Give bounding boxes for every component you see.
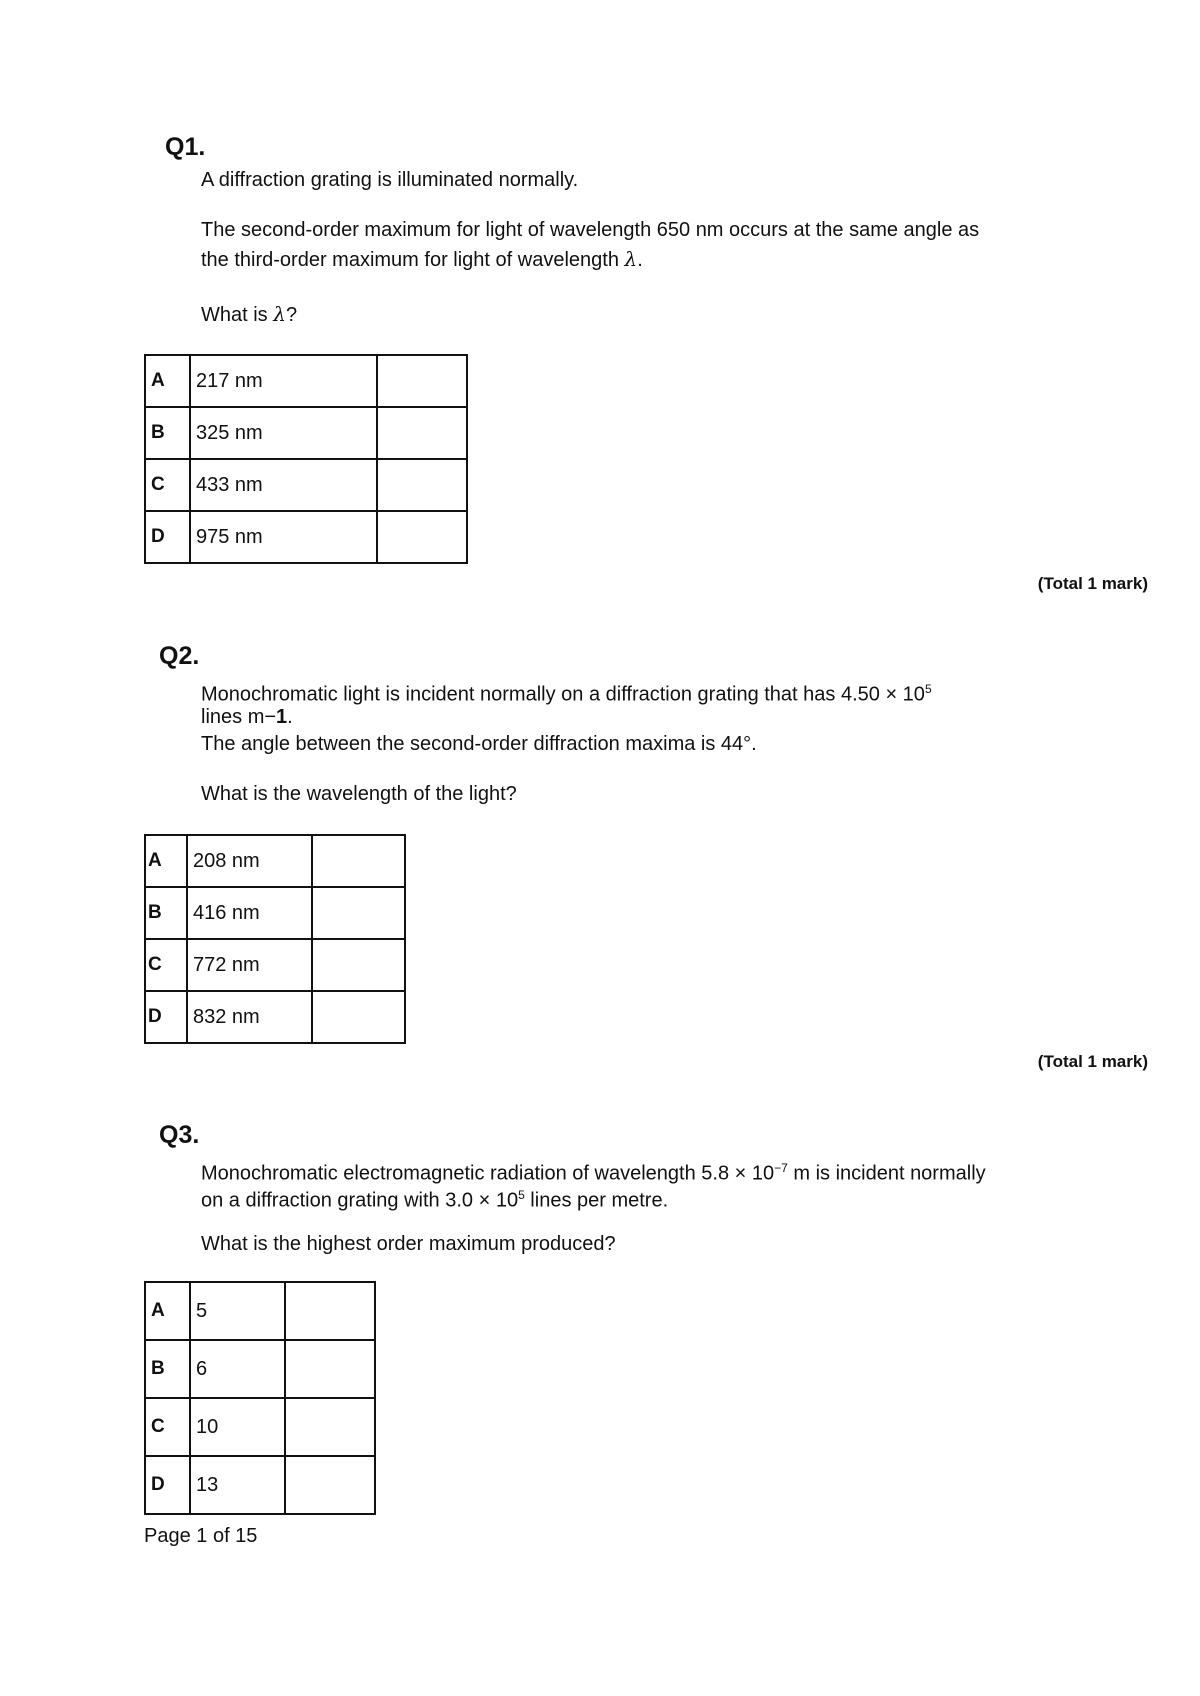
question-number: Q1. [165, 133, 206, 161]
answer-box[interactable] [312, 991, 405, 1043]
option-value: 13 [190, 1456, 285, 1514]
option-key: B [145, 1340, 190, 1398]
answer-box[interactable] [377, 459, 467, 511]
option-key: D [145, 991, 187, 1043]
option-value: 10 [190, 1398, 285, 1456]
option-row [145, 991, 405, 1043]
answer-box[interactable] [312, 887, 405, 939]
text-run: on a diffraction grating with 3.0 × 10 [201, 1189, 519, 1212]
answer-box[interactable] [312, 939, 405, 991]
option-row [145, 355, 467, 407]
answer-box[interactable] [285, 1282, 375, 1340]
answer-box[interactable] [377, 355, 467, 407]
option-row [145, 1456, 375, 1514]
exponent: 5 [924, 682, 932, 696]
option-row [145, 407, 467, 459]
total-mark: (Total 1 mark) [1037, 1052, 1148, 1071]
text-run: ? [285, 304, 298, 326]
option-key: B [145, 887, 187, 939]
minus-sign: − [264, 706, 277, 728]
option-key: A [145, 355, 190, 407]
text-run: . [287, 706, 293, 728]
option-row [145, 459, 467, 511]
exponent: 5 [518, 1188, 525, 1202]
text-run: m is incident normally [787, 1162, 986, 1185]
option-key: C [145, 459, 190, 511]
option-row [145, 939, 405, 991]
question-text [201, 1182, 668, 1215]
option-row [145, 511, 467, 563]
option-value: 208 nm [187, 835, 312, 887]
option-key: B [145, 407, 190, 459]
question-prompt: What is the highest order maximum produced? [201, 1233, 616, 1255]
option-value: 5 [190, 1282, 285, 1340]
question-number: Q2. [159, 642, 200, 670]
total-mark: (Total 1 mark) [1037, 574, 1148, 593]
text-run: the third-order maximum for light of wavelength [201, 249, 625, 271]
option-row [145, 835, 405, 887]
answer-box[interactable] [285, 1398, 375, 1456]
question-prompt: What is the wavelength of the light? [201, 783, 517, 805]
answer-options-table [144, 354, 468, 564]
text-run: What is [201, 304, 274, 326]
option-key: D [145, 511, 190, 563]
question-text [201, 676, 932, 709]
option-key: C [145, 939, 187, 991]
exponent: −7 [774, 1161, 788, 1175]
question-text [201, 704, 293, 731]
answer-box[interactable] [377, 511, 467, 563]
option-key: D [145, 1456, 190, 1514]
question-text: The angle between the second-order diffraction maxima is 44°. [201, 733, 757, 755]
question-prompt [201, 301, 297, 329]
option-value: 772 nm [187, 939, 312, 991]
question-text: The second-order maximum for light of wavelength 650 nm occurs at the same angle as [201, 219, 980, 241]
answer-box[interactable] [377, 407, 467, 459]
option-value: 416 nm [187, 887, 312, 939]
question-number: Q3. [159, 1121, 200, 1149]
option-value: 832 nm [187, 991, 312, 1043]
text-run: . [637, 249, 643, 271]
option-row [145, 1340, 375, 1398]
answer-box[interactable] [285, 1456, 375, 1514]
page-footer: Page 1 of 15 [144, 1525, 258, 1547]
lambda-symbol: λ [273, 302, 286, 326]
answer-box[interactable] [285, 1340, 375, 1398]
option-key: C [145, 1398, 190, 1456]
answer-options-table [144, 1281, 376, 1515]
option-value: 6 [190, 1340, 285, 1398]
exponent: 1 [276, 706, 288, 728]
answer-options-table [144, 834, 406, 1044]
option-key: A [145, 1282, 190, 1340]
option-key: A [145, 835, 187, 887]
text-run: Monochromatic electromagnetic radiation of wavelength 5.8 × 10 [201, 1162, 775, 1185]
text-run: Monochromatic light is incident normally on a diffraction grating that has 4.50 × 10 [201, 683, 925, 706]
option-value: 217 nm [190, 355, 377, 407]
question-text [201, 246, 643, 274]
option-value: 433 nm [190, 459, 377, 511]
option-value: 325 nm [190, 407, 377, 459]
option-row [145, 1282, 375, 1340]
lambda-symbol: λ [624, 247, 638, 271]
text-run: lines m [201, 706, 265, 728]
option-value: 975 nm [190, 511, 377, 563]
option-row [145, 887, 405, 939]
option-row [145, 1398, 375, 1456]
text-run: lines per metre. [524, 1189, 669, 1212]
question-text: A diffraction grating is illuminated normally. [201, 169, 579, 191]
answer-box[interactable] [312, 835, 405, 887]
